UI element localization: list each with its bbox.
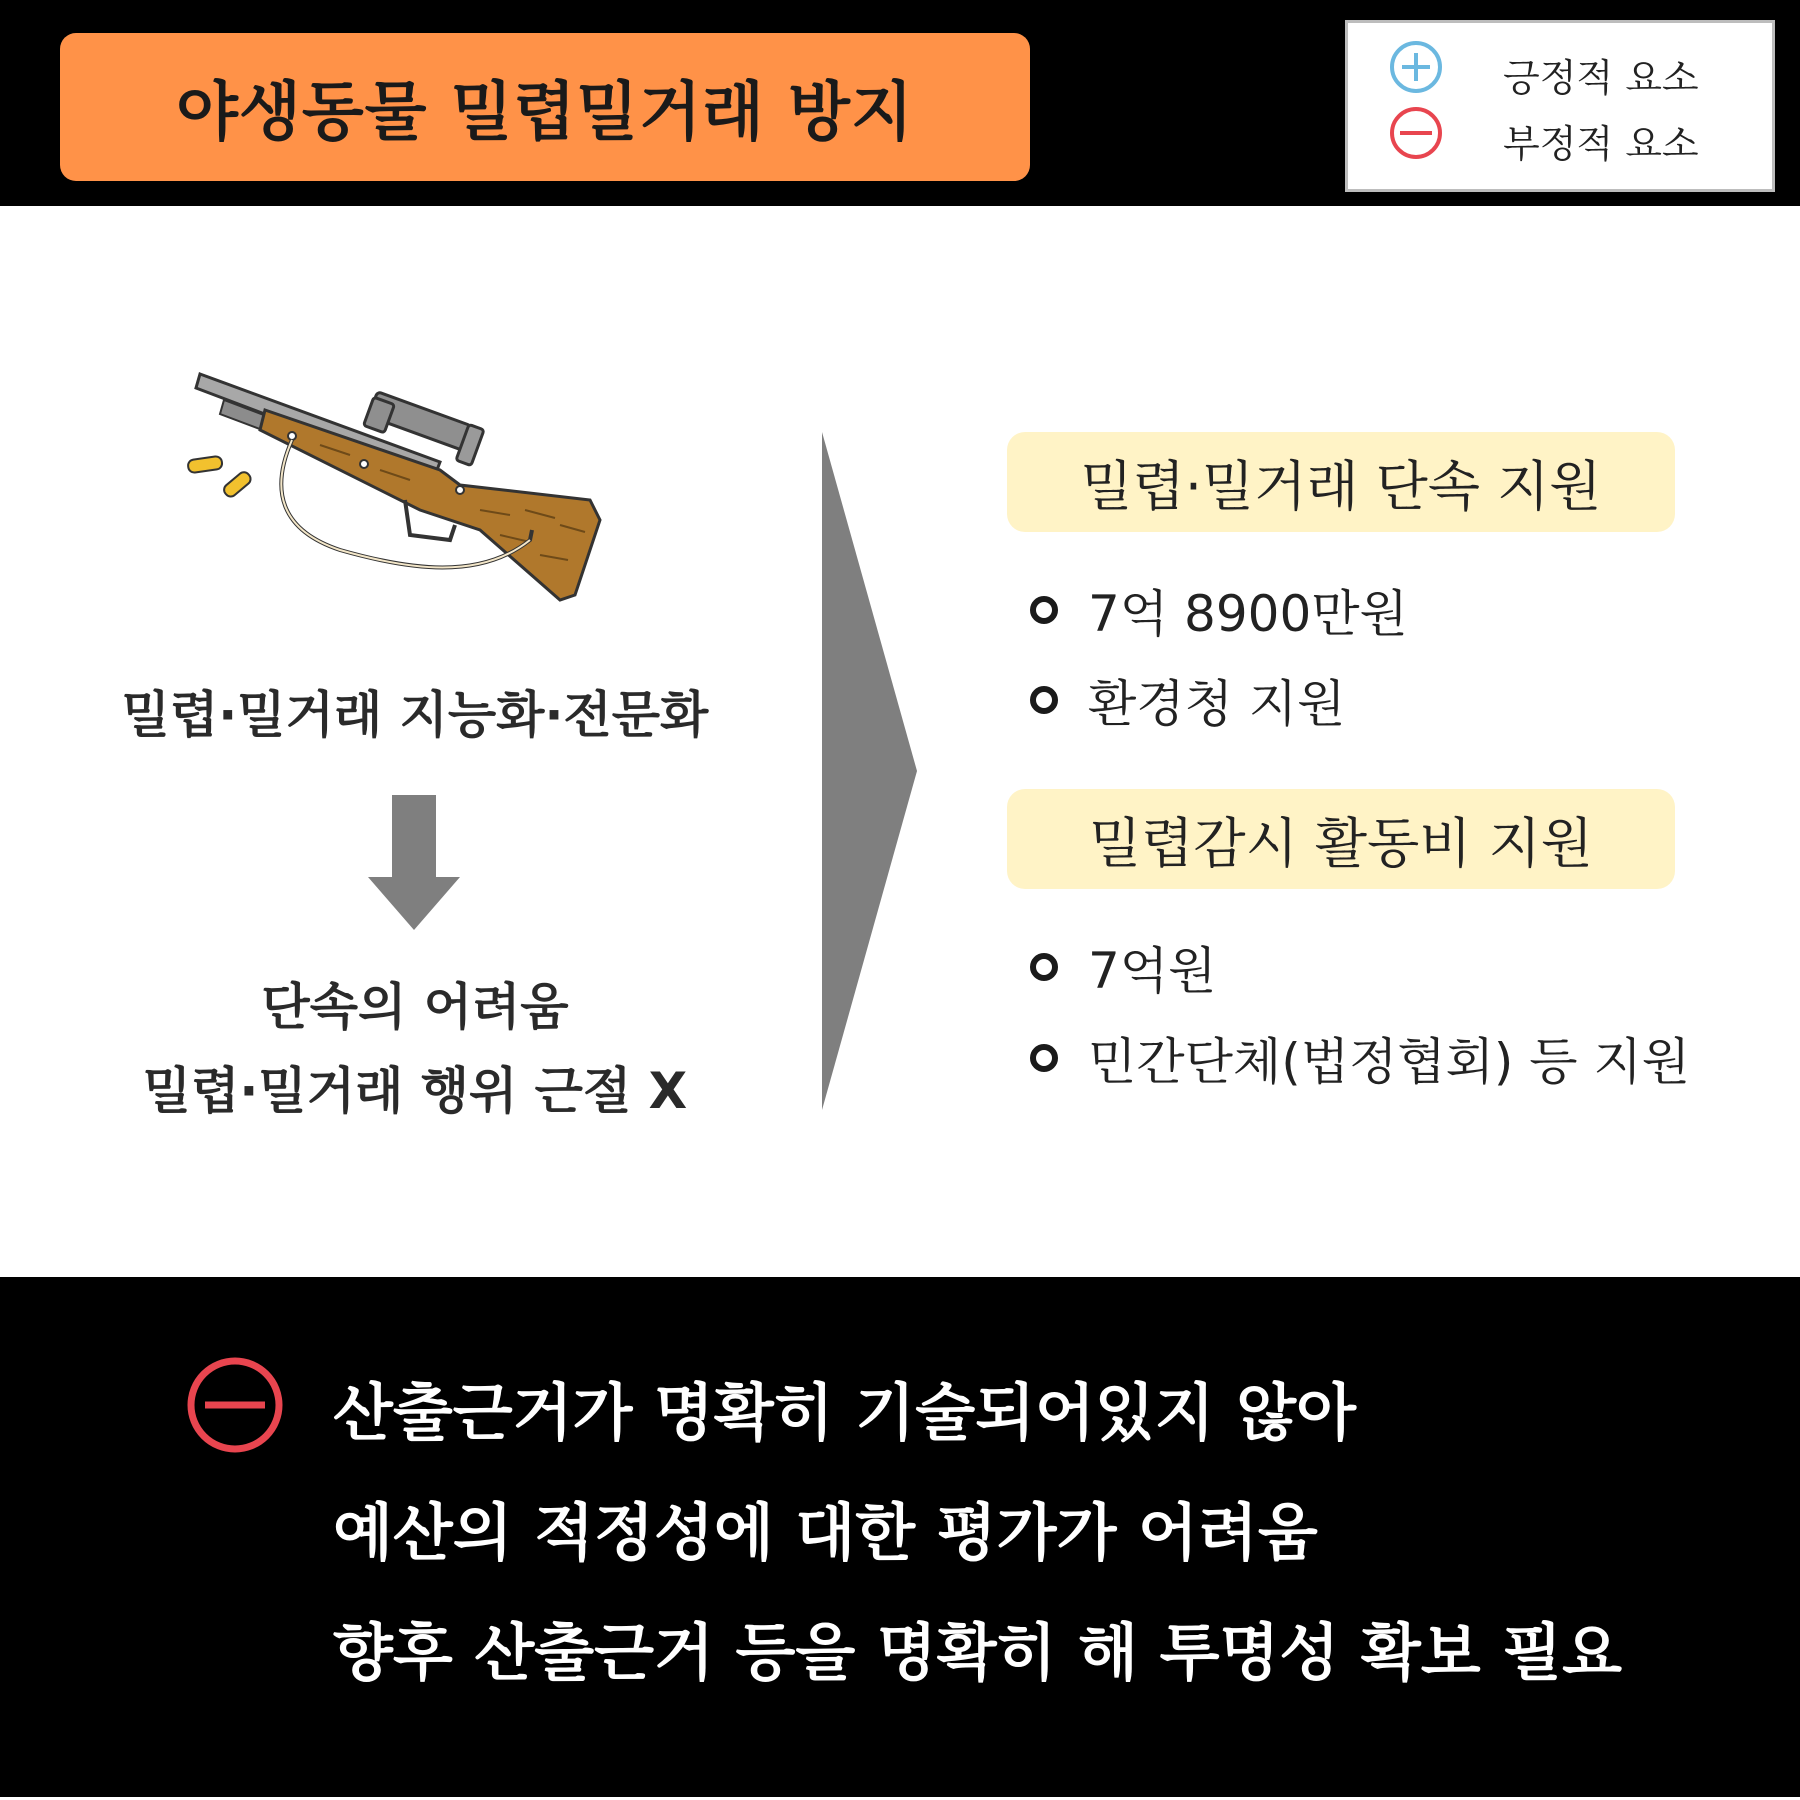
- bullet-circle-icon: [1030, 953, 1058, 981]
- minus-circle-icon: [185, 1355, 285, 1455]
- left-line-sophistication: 밀렵·밀거래 지능화·전문화: [121, 686, 709, 744]
- chevron-right-icon: [822, 432, 917, 1110]
- list-item-text: 7억 8900만원: [1088, 585, 1408, 643]
- left-result-text: [0, 965, 830, 1133]
- list-item-text: 7억원: [1088, 942, 1217, 1000]
- list-item: [1030, 575, 1408, 645]
- list-item: [1030, 932, 1216, 1002]
- page-title: 야생동물 밀렵밀거래 방지: [176, 76, 914, 150]
- rifle-icon: [180, 360, 610, 620]
- legend-positive: [1348, 37, 1772, 100]
- down-arrow-icon: [368, 795, 460, 930]
- minus-circle-icon: [1388, 105, 1444, 161]
- bullet-shells: [187, 456, 253, 499]
- legend-positive-label: 긍정적 요소: [1503, 56, 1699, 100]
- legend-negative-label: 부정적 요소: [1503, 122, 1699, 166]
- footer-line: 향후 산출근거 등을 명확히 해 투명성 확보 필요: [333, 1616, 1623, 1689]
- bullet-circle-icon: [1030, 596, 1058, 624]
- list-item-text: 민간단체(법정협회) 등 지원: [1088, 1033, 1691, 1091]
- section-heading-monitoring: 밀렵감시 활동비 지원: [1007, 789, 1675, 889]
- list-item-text: 환경청 지원: [1088, 675, 1346, 733]
- legend-negative: [1348, 103, 1772, 166]
- plus-circle-icon: [1388, 39, 1444, 95]
- list-item: [1030, 665, 1345, 735]
- footer-line: 예산의 적정성에 대한 평가가 어려움: [333, 1496, 1318, 1569]
- legend: [1345, 20, 1775, 192]
- title-banner: [60, 33, 1030, 181]
- list-item: [1030, 1023, 1690, 1093]
- bullet-circle-icon: [1030, 1044, 1058, 1072]
- left-line-not-eradicated: 밀렵·밀거래 행위 근절 X: [142, 1062, 688, 1120]
- footer-line: 산출근거가 명확히 기술되어있지 않아: [333, 1376, 1357, 1449]
- bullet-circle-icon: [1030, 686, 1058, 714]
- left-line-difficulty: 단속의 어려움: [261, 978, 569, 1036]
- section-heading-enforcement: 밀렵·밀거래 단속 지원: [1007, 432, 1675, 532]
